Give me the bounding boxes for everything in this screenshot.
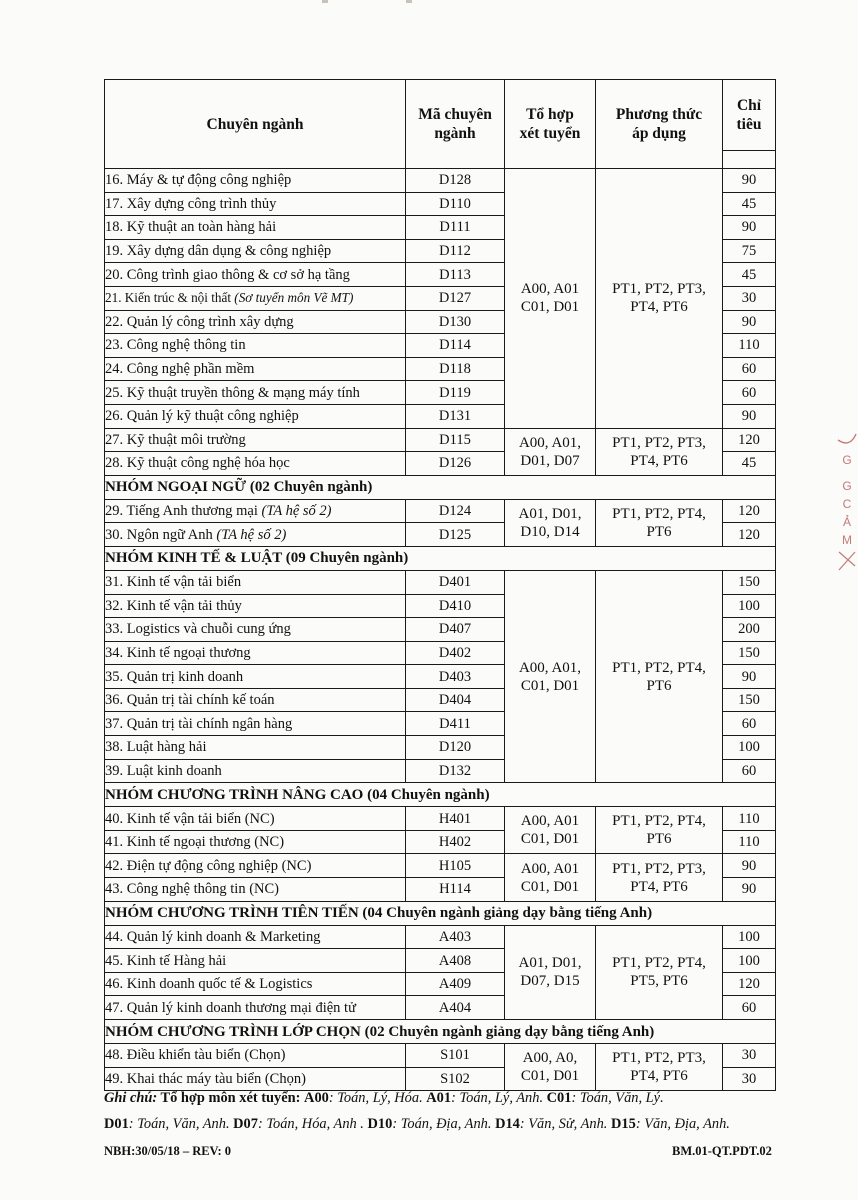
quota: 30 <box>723 1067 776 1091</box>
major-name <box>105 688 406 712</box>
admission-method: PT1, PT2, PT4, PT5, PT6 <box>596 925 723 1019</box>
header-quota: Chỉ tiêu <box>723 80 776 151</box>
major-name-text: 20. Công trình giao thông & cơ sở hạ tầng <box>105 266 350 283</box>
major-name <box>105 807 406 831</box>
major-name-text: 23. Công nghệ thông tin <box>105 337 246 354</box>
major-name <box>105 192 406 216</box>
major-name-text: 33. Logistics và chuỗi cung ứng <box>105 621 291 638</box>
major-name <box>105 357 406 381</box>
major-name-text: 41. Kinh tế ngoại thương (NC) <box>105 834 285 851</box>
subject-combination: A00, A01, D01, D07 <box>505 428 596 475</box>
major-code: A404 <box>406 996 505 1020</box>
major-name-text: 29. Tiếng Anh thương mại <box>105 503 258 520</box>
quota: 60 <box>723 357 776 381</box>
major-name <box>105 570 406 594</box>
quota: 60 <box>723 759 776 783</box>
quota: 60 <box>723 996 776 1020</box>
major-name <box>105 972 406 996</box>
quota: 100 <box>723 736 776 760</box>
table-body <box>105 169 776 1091</box>
quota: 90 <box>723 878 776 902</box>
major-code: A409 <box>406 972 505 996</box>
major-code: D118 <box>406 357 505 381</box>
header-combination: Tổ hợp xét tuyển <box>505 80 596 169</box>
quota: 90 <box>723 216 776 240</box>
major-name <box>105 239 406 263</box>
major-name-text: 22. Quản lý công trình xây dựng <box>105 313 294 330</box>
admission-method: PT1, PT2, PT4, PT6 <box>596 807 723 854</box>
svg-text:M: M <box>842 533 852 547</box>
major-name <box>105 618 406 642</box>
major-name-text: 43. Công nghệ thông tin (NC) <box>105 881 279 898</box>
major-name-text: 19. Xây dựng dân dụng & công nghiệp <box>105 243 332 260</box>
admission-method: PT1, PT2, PT4, PT6 <box>596 499 723 546</box>
quota: 90 <box>723 169 776 193</box>
quota: 75 <box>723 239 776 263</box>
stamp-icon <box>836 430 858 580</box>
major-name-text: 35. Quản trị kinh doanh <box>105 668 244 685</box>
major-code: D124 <box>406 499 505 523</box>
major-code: D111 <box>406 216 505 240</box>
group-header-row <box>105 901 776 925</box>
major-name-text: 42. Điện tự động công nghiệp (NC) <box>105 857 312 874</box>
quota: 100 <box>723 925 776 949</box>
svg-text:Ả: Ả <box>842 515 852 529</box>
major-code: D110 <box>406 192 505 216</box>
major-name-note: (TA hệ số 2) <box>216 526 287 543</box>
table-row <box>105 854 776 878</box>
major-code: D401 <box>406 570 505 594</box>
major-code: D127 <box>406 286 505 310</box>
quota: 120 <box>723 972 776 996</box>
group-title: NHÓM KINH TẾ & LUẬT (09 Chuyên ngành) <box>105 546 776 570</box>
major-name <box>105 830 406 854</box>
quota: 60 <box>723 381 776 405</box>
quota: 90 <box>723 310 776 334</box>
major-name-text: 44. Quản lý kinh doanh & Marketing <box>105 928 321 945</box>
quota: 150 <box>723 570 776 594</box>
major-name-text: 17. Xây dựng công trình thủy <box>105 195 277 212</box>
major-code: D128 <box>406 169 505 193</box>
major-code: D404 <box>406 688 505 712</box>
admission-method: PT1, PT2, PT3, PT4, PT6 <box>596 854 723 901</box>
major-code: D131 <box>406 404 505 428</box>
major-name-text: 34. Kinh tế ngoại thương <box>105 644 251 661</box>
major-name <box>105 712 406 736</box>
subject-combination: A01, D01, D07, D15 <box>505 925 596 1019</box>
major-name-text: 30. Ngôn ngữ Anh <box>105 526 213 543</box>
major-code: D403 <box>406 665 505 689</box>
major-name <box>105 854 406 878</box>
major-name <box>105 925 406 949</box>
subject-combination: A00, A0, C01, D01 <box>505 1044 596 1091</box>
quota: 120 <box>723 499 776 523</box>
admission-method: PT1, PT2, PT4, PT6 <box>596 570 723 782</box>
quota: 30 <box>723 1044 776 1068</box>
major-name <box>105 736 406 760</box>
table-row <box>105 807 776 831</box>
major-name <box>105 878 406 902</box>
major-code: S101 <box>406 1044 505 1068</box>
group-title: NHÓM NGOẠI NGỮ (02 Chuyên ngành) <box>105 475 776 499</box>
major-name-text: 31. Kinh tế vận tải biển <box>105 574 242 591</box>
major-name-text: 24. Công nghệ phần mềm <box>105 361 255 378</box>
major-code: D130 <box>406 310 505 334</box>
major-name-text: 26. Quản lý kỹ thuật công nghiệp <box>105 408 299 425</box>
major-name-text: 18. Kỹ thuật an toàn hàng hải <box>105 219 277 236</box>
major-code: D410 <box>406 594 505 618</box>
subject-combination: A00, A01 C01, D01 <box>505 807 596 854</box>
major-name-text: 40. Kinh tế vận tải biển (NC) <box>105 810 275 827</box>
group-header-row <box>105 1020 776 1044</box>
major-name <box>105 949 406 973</box>
major-name <box>105 665 406 689</box>
major-name <box>105 1044 406 1068</box>
scan-mark <box>322 0 328 3</box>
major-name-note: (TA hệ số 2) <box>261 503 332 520</box>
quota: 200 <box>723 618 776 642</box>
group-title: NHÓM CHƯƠNG TRÌNH TIÊN TIẾN (04 Chuyên ngành giảng dạy bằng tiếng Anh) <box>105 901 776 925</box>
major-code: H105 <box>406 854 505 878</box>
major-name <box>105 381 406 405</box>
major-code: D119 <box>406 381 505 405</box>
quota: 110 <box>723 334 776 358</box>
major-code: D115 <box>406 428 505 452</box>
major-code: D402 <box>406 641 505 665</box>
quota: 120 <box>723 523 776 547</box>
quota: 45 <box>723 192 776 216</box>
major-code: A403 <box>406 925 505 949</box>
major-code: D113 <box>406 263 505 287</box>
quota: 90 <box>723 854 776 878</box>
header-major: Chuyên ngành <box>105 80 406 169</box>
admission-method: PT1, PT2, PT3, PT4, PT6 <box>596 428 723 475</box>
major-name-text: 25. Kỹ thuật truyền thông & mạng máy tính <box>105 384 360 401</box>
major-name-text: 39. Luật kinh doanh <box>105 762 222 779</box>
major-code: D407 <box>406 618 505 642</box>
major-name-text: 48. Điều khiển tàu biển (Chọn) <box>105 1047 286 1064</box>
table-header-row <box>105 80 776 151</box>
major-name-text: 16. Máy & tự động công nghiệp <box>105 172 292 189</box>
subject-combination: A01, D01, D10, D14 <box>505 499 596 546</box>
major-name <box>105 499 406 523</box>
major-code: D125 <box>406 523 505 547</box>
table-row <box>105 428 776 452</box>
subject-combination: A00, A01, C01, D01 <box>505 570 596 782</box>
quota: 110 <box>723 807 776 831</box>
major-name <box>105 641 406 665</box>
footer-form-code: BM.01-QT.PDT.02 <box>672 1144 772 1158</box>
quota: 110 <box>723 830 776 854</box>
admission-method: PT1, PT2, PT3, PT4, PT6 <box>596 1044 723 1091</box>
major-name <box>105 286 406 310</box>
note-line-2: D01: Toán, Văn, Anh. D07: Toán, Hóa, Anh . D10: Toán, Địa, Anh. D14: Văn, Sử, Anh. D15: Văn, Địa, Anh. <box>104 1116 730 1132</box>
major-code: D126 <box>406 452 505 476</box>
major-code: D132 <box>406 759 505 783</box>
quota: 90 <box>723 665 776 689</box>
stamp-fragment <box>836 430 858 585</box>
major-name-text: 49. Khai thác máy tàu biển (Chọn) <box>105 1070 306 1087</box>
quota: 100 <box>723 594 776 618</box>
table-row <box>105 169 776 193</box>
major-name <box>105 263 406 287</box>
major-name <box>105 759 406 783</box>
header-method: Phương thức áp dụng <box>596 80 723 169</box>
major-name-text: 36. Quản trị tài chính kế toán <box>105 692 275 709</box>
major-name-text: 27. Kỹ thuật môi trường <box>105 431 246 448</box>
major-name <box>105 334 406 358</box>
major-code: D120 <box>406 736 505 760</box>
major-name <box>105 310 406 334</box>
note-label: Ghi chú: Tổ hợp môn xét tuyển: <box>104 1090 301 1106</box>
major-code: A408 <box>406 949 505 973</box>
major-name-text: 21. Kiến trúc & nội thất <box>105 290 231 306</box>
major-name-text: 45. Kinh tế Hàng hải <box>105 952 227 969</box>
quota: 45 <box>723 452 776 476</box>
quota: 150 <box>723 688 776 712</box>
group-header-row <box>105 546 776 570</box>
note-line-1: Ghi chú: Tổ hợp môn xét tuyển: A00: Toán, Lý, Hóa. A01: Toán, Lý, Anh. C01: Toán, Văn, Lý. <box>104 1090 664 1106</box>
major-name-text: 37. Quản trị tài chính ngân hàng <box>105 715 293 732</box>
major-code: H114 <box>406 878 505 902</box>
major-code: H402 <box>406 830 505 854</box>
major-code: D114 <box>406 334 505 358</box>
major-code: H401 <box>406 807 505 831</box>
major-name-text: 28. Kỹ thuật công nghệ hóa học <box>105 455 290 472</box>
header-quota-spacer <box>723 151 776 169</box>
major-name <box>105 169 406 193</box>
major-code: D112 <box>406 239 505 263</box>
table-row <box>105 570 776 594</box>
table-row <box>105 499 776 523</box>
quota: 90 <box>723 404 776 428</box>
svg-text:G: G <box>842 453 852 467</box>
group-title: NHÓM CHƯƠNG TRÌNH NÂNG CAO (04 Chuyên ngành) <box>105 783 776 807</box>
quota: 30 <box>723 286 776 310</box>
group-header-row <box>105 475 776 499</box>
major-name-note: (Sơ tuyển môn Vẽ MT) <box>234 290 354 306</box>
major-name <box>105 594 406 618</box>
major-name <box>105 452 406 476</box>
subject-combination: A00, A01 C01, D01 <box>505 854 596 901</box>
svg-text:C: C <box>842 497 852 511</box>
group-title: NHÓM CHƯƠNG TRÌNH LỚP CHỌN (02 Chuyên ngành giảng dạy bằng tiếng Anh) <box>105 1020 776 1044</box>
quota: 150 <box>723 641 776 665</box>
major-name-text: 32. Kinh tế vận tải thủy <box>105 597 242 614</box>
quota: 45 <box>723 263 776 287</box>
major-code: S102 <box>406 1067 505 1091</box>
major-name-text: 46. Kinh doanh quốc tế & Logistics <box>105 976 313 993</box>
major-name-text: 47. Quản lý kinh doanh thương mại điện tử <box>105 999 356 1016</box>
header-code: Mã chuyên ngành <box>406 80 505 169</box>
subject-combination: A00, A01 C01, D01 <box>505 169 596 429</box>
admission-table <box>104 79 776 1091</box>
scan-mark <box>406 0 412 3</box>
major-name <box>105 404 406 428</box>
major-name-text: 38. Luật hàng hải <box>105 739 207 756</box>
quota: 120 <box>723 428 776 452</box>
major-code: D411 <box>406 712 505 736</box>
quota: 100 <box>723 949 776 973</box>
major-name <box>105 428 406 452</box>
major-name <box>105 523 406 547</box>
major-name <box>105 216 406 240</box>
group-header-row <box>105 783 776 807</box>
footer-issue-date: NBH:30/05/18 – REV: 0 <box>104 1144 231 1158</box>
major-name <box>105 1067 406 1091</box>
admission-method: PT1, PT2, PT3, PT4, PT6 <box>596 169 723 429</box>
major-name <box>105 996 406 1020</box>
table-row <box>105 1044 776 1068</box>
quota: 60 <box>723 712 776 736</box>
svg-text:G: G <box>842 479 852 493</box>
table-row <box>105 925 776 949</box>
